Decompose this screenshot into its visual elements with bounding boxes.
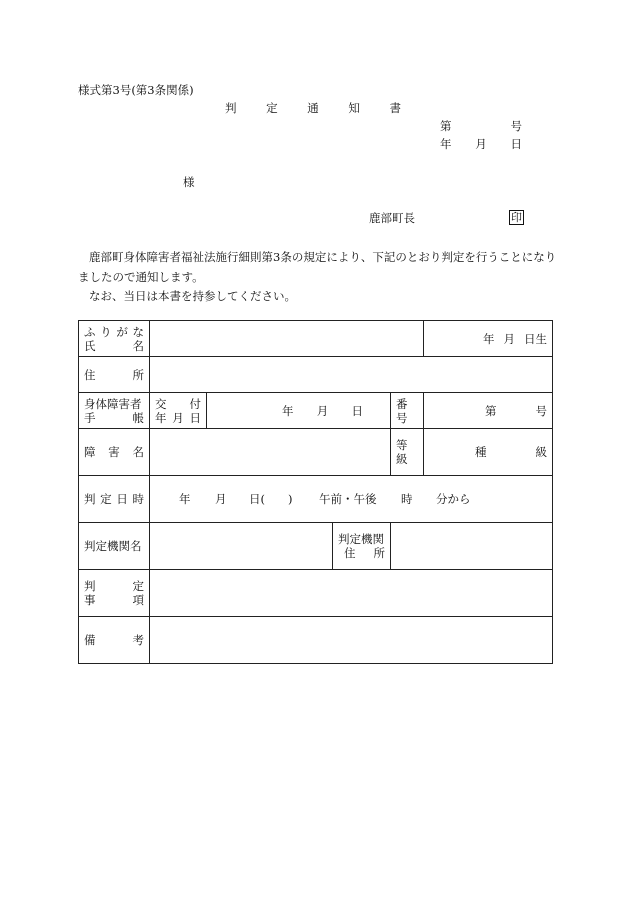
datetime-value-cell[interactable]: 年 月 日( ) 午前・午後 時 分から — [150, 476, 553, 523]
grade-label: 等級 — [396, 438, 408, 466]
doc-number-prefix: 第 — [440, 119, 452, 133]
issue-date-value-cell[interactable]: 年 月 日 — [207, 393, 391, 429]
row-handbook — [79, 393, 553, 429]
handbook-label-bottom: 手 帳 — [84, 410, 144, 425]
institution-label: 判定機関名 — [84, 539, 142, 553]
number-value-cell[interactable]: 第 号 — [424, 393, 553, 429]
address-label-cell — [79, 357, 150, 393]
issue-label-bottom: 年 月 日 — [155, 410, 201, 425]
institution-address-label-top: 判定機関 — [338, 532, 384, 546]
form-number: 様式第3号(第3条関係) — [78, 83, 194, 97]
addressee-suffix: 様 — [183, 175, 195, 189]
document-title — [225, 101, 401, 115]
datetime-label: 判 定 日 時 — [84, 492, 144, 506]
title-char: 判 — [225, 101, 237, 115]
grade-label-cell — [391, 429, 424, 476]
issue-date-label-cell — [150, 393, 207, 429]
institution-address-label-cell — [333, 523, 391, 570]
name-value-cell[interactable] — [150, 321, 424, 357]
title-char: 定 — [266, 101, 278, 115]
datetime-label-cell — [79, 476, 150, 523]
doc-number-suffix: 号 — [510, 119, 522, 133]
grade-value-cell[interactable]: 種 級 — [424, 429, 553, 476]
title-char: 通 — [307, 101, 319, 115]
title-char: 知 — [348, 101, 360, 115]
row-institution — [79, 523, 553, 570]
name-label: 氏 名 — [84, 338, 144, 353]
handbook-label-top: 身体障害者 — [84, 396, 142, 411]
seal-mark: 印 — [511, 211, 522, 224]
doc-number — [440, 119, 522, 133]
title-char: 書 — [389, 101, 401, 115]
judgment-form-table — [78, 320, 553, 664]
date-year: 年 — [440, 137, 452, 151]
judgment-items-value-cell[interactable] — [150, 570, 553, 617]
issuer: 鹿部町長 — [369, 211, 415, 225]
issue-label-top: 交 付 — [155, 396, 201, 411]
judgment-items-label-bottom: 事 項 — [84, 593, 144, 607]
handbook-label-cell — [79, 393, 150, 429]
number-label: 番号 — [396, 396, 408, 425]
row-address — [79, 357, 553, 393]
disability-value-cell[interactable] — [150, 429, 391, 476]
row-remarks — [79, 617, 553, 664]
disability-label-cell — [79, 429, 150, 476]
date-line — [440, 137, 522, 151]
date-day: 日 — [510, 137, 522, 151]
date-month: 月 — [475, 137, 487, 151]
number-label-cell — [391, 393, 424, 429]
name-label-cell — [79, 321, 150, 357]
disability-label: 障 害 名 — [84, 445, 144, 459]
row-name — [79, 321, 553, 357]
judgment-items-label-cell — [79, 570, 150, 617]
remarks-label: 備 考 — [84, 633, 144, 647]
row-disability — [79, 429, 553, 476]
institution-value-cell[interactable] — [150, 523, 333, 570]
institution-address-label-bottom: 住 所 — [344, 546, 385, 560]
judgment-items-label-top: 判 定 — [84, 579, 144, 593]
row-judgment-items — [79, 570, 553, 617]
institution-label-cell — [79, 523, 150, 570]
remarks-value-cell[interactable] — [150, 617, 553, 664]
row-datetime — [79, 476, 553, 523]
furigana-label: ふ り が な — [84, 324, 144, 339]
body-paragraph-2: なお、当日は本書を持参してください。 — [89, 289, 296, 303]
body-paragraph-1: 鹿部町身体障害者福祉法施行細則第3条の規定により、下記のとおり判定を行うことになりましたので通知します。 — [78, 250, 557, 284]
address-label: 住 所 — [84, 367, 144, 382]
institution-address-value-cell[interactable] — [391, 523, 553, 570]
remarks-label-cell — [79, 617, 150, 664]
birthdate-cell[interactable]: 年 月 日生 — [424, 321, 553, 357]
address-value-cell[interactable] — [150, 357, 553, 393]
